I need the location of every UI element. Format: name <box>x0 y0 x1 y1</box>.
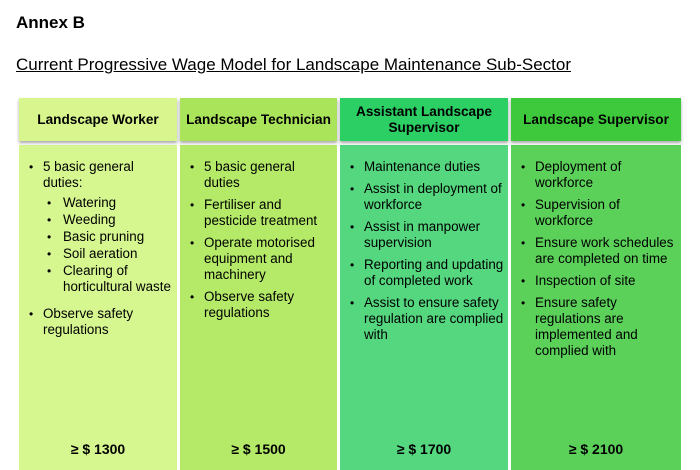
sub-duty-item: • Watering <box>47 195 173 211</box>
sub-duty-item: • Weeding <box>47 212 173 228</box>
wage-label: ≥ $ 2100 <box>568 441 624 457</box>
duty-item <box>29 159 173 300</box>
wage-label: ≥ $ 1300 <box>70 441 126 457</box>
column-body <box>511 145 681 470</box>
duty-item: • Maintenance duties <box>350 159 504 175</box>
duty-item: • Inspection of site <box>521 273 677 289</box>
sub-duty-item: • Soil aeration <box>47 246 173 262</box>
wage-label: ≥ $ 1500 <box>231 441 286 457</box>
duty-item: • Reporting and updating of completed work <box>350 257 504 289</box>
duty-item: • Ensure safety regulations are implemented and complied with <box>521 295 677 359</box>
duty-item: • Assist in deployment of workforce <box>350 181 504 213</box>
sub-duty-item: • Clearing of horticultural waste <box>47 263 173 295</box>
column-body <box>19 145 177 470</box>
page-title: Current Progressive Wage Model for Landscape Maintenance Sub-Sector <box>16 55 571 74</box>
duty-text: 5 basic general duties: <box>43 159 134 190</box>
duty-item: • Observe safety regulations <box>190 289 333 321</box>
wage-label: ≥ $ 1700 <box>396 441 452 457</box>
duty-item: • Deployment of workforce <box>521 159 677 191</box>
duty-item: • Assist to ensure safety regulation are complied with <box>350 295 504 343</box>
sub-duty-item: • Basic pruning <box>47 229 173 245</box>
column-body <box>180 145 337 470</box>
column-body <box>340 145 508 470</box>
duty-item: • Ensure work schedules are completed on time <box>521 235 677 267</box>
duty-item: • Assist in manpower supervision <box>350 219 504 251</box>
duty-item: • Observe safety regulations <box>29 306 173 338</box>
column-header: Landscape Worker <box>19 98 177 141</box>
duty-item: • 5 basic general duties <box>190 159 333 191</box>
duty-item: • Fertiliser and pesticide treatment <box>190 197 333 229</box>
duty-item: • Operate motorised equipment and machinery <box>190 235 333 283</box>
annex-label: Annex B <box>16 13 85 32</box>
column-header: Landscape Supervisor <box>511 98 681 141</box>
duty-item: • Supervision of workforce <box>521 197 677 229</box>
column-header: Landscape Technician <box>180 98 337 141</box>
column-header: Assistant Landscape Supervisor <box>340 98 508 141</box>
